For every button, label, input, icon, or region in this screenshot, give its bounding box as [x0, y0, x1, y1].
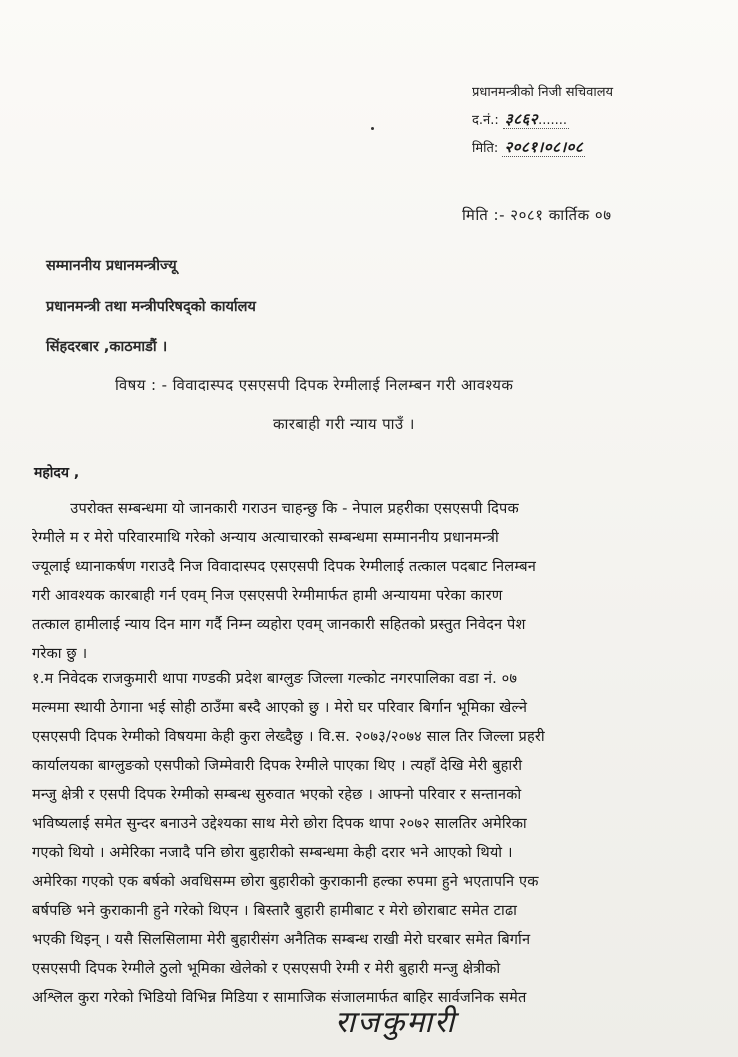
letter-date: मिति :- २०८१ कार्तिक ०७	[462, 206, 612, 224]
paragraph-line: तत्काल हामीलाई न्याय दिन माग गर्दै निम्न व्यहोरा एवम् जानकारी सहितको प्रस्तुत निवेदन पेश	[32, 616, 526, 633]
stamp-date-value: २०८१।०८।०८	[504, 138, 584, 156]
paragraph-line: मल्ममा स्थायी ठेगाना भई सोही ठाउँमा बस्दै आएको छु । मेरो घर परिवार बिर्गान भूमिका खेल्ने	[32, 699, 528, 716]
stamp-number-label: द.नं.:	[472, 113, 499, 128]
paragraph-line: गरेका छु ।	[32, 645, 88, 662]
subject-line-2: कारबाही गरी न्याय पाउँ ।	[273, 415, 415, 433]
recipient-line-3: सिंहदरबार ,काठमाडौं ।	[46, 339, 168, 355]
stamp-office-name: प्रधानमन्त्रीको निजी सचिवालय	[472, 85, 614, 100]
paragraph-line: भएकी थिइन् । यसै सिलसिलामा मेरी बुहारीसंग अनैतिक सम्बन्ध राखी मेरो घरबार समेत बिर्गान	[32, 931, 531, 948]
paragraph-line: उपरोक्त सम्बन्धमा यो जानकारी गराउन चाहन्छु कि - नेपाल प्रहरीका एसएसपी दिपक	[32, 500, 519, 517]
subject-line-1: विषय : - विवादास्पद एसएसपी दिपक रेग्मीलाई निलम्बन गरी आवश्यक	[115, 376, 514, 394]
stamp-number-value: ३८६२	[504, 110, 539, 128]
paragraph-line: मन्जु क्षेत्री र एसपी दिपक रेग्मीको सम्बन्ध सुरुवात भएको रहेछ । आफ्नो परिवार र सन्तानको	[32, 786, 522, 803]
paragraph-line: रेग्मीले म र मेरो परिवारमाथि गरेको अन्याय अत्याचारको सम्बन्धमा सम्माननीय प्रधानमन्त्री	[32, 529, 499, 546]
stamp-number-row: द.नं.: ३८६२.......	[472, 110, 568, 128]
stamp-date-row	[472, 134, 712, 162]
paragraph-line: एसएसपी दिपक रेग्मीको विषयमा केही कुरा लेख्दैछु । वि.स. २०७३/२०७४ साल तिर जिल्ला प्रहरी	[32, 728, 545, 745]
point-1-paragraph	[32, 664, 712, 1012]
paragraph-line: अमेरिका गएको एक बर्षको अवधिसम्म छोरा बुहारीको कुराकानी हल्का रुपमा हुने भएतापनि एक	[32, 873, 539, 890]
paragraph-line: गएको थियो । अमेरिका नजादै पनि छोरा बुहारीको सम्बन्धमा केही दरार भने आएको थियो ।	[32, 844, 513, 861]
stamp-date-label: मिति:	[472, 141, 499, 156]
office-receipt-stamp	[472, 80, 712, 162]
paragraph-line: गरी आवश्यक कारबाही गर्न एवम् निज एसएसपी रेग्मीमार्फत हामी अन्यायमा परेका कारण	[32, 587, 503, 604]
paragraph-line: अश्लिल कुरा गरेको भिडियो विभिन्न मिडिया र सामाजिक संजालमार्फत बाहिर सार्वजनिक समेत	[32, 989, 527, 1006]
ink-speck	[371, 127, 374, 130]
paragraph-line: बर्षपछि भने कुराकानी हुने गरेको थिएन । बिस्तारै बुहारी हामीबाट र मेरो छोराबाट समेत टाढा	[32, 902, 518, 919]
recipient-line-1: सम्माननीय प्रधानमन्त्रीज्यू	[46, 258, 177, 274]
salutation: महोदय ,	[34, 465, 80, 481]
handwritten-signature: राजकुमारी	[335, 1005, 457, 1040]
paragraph-line: १.म निवेदक राजकुमारी थापा गण्डकी प्रदेश बाग्लुङ जिल्ला गल्कोट नगरपालिका वडा नं. ०७	[32, 670, 518, 687]
paragraph-line: ज्यूलाई ध्यानाकर्षण गराउदै निज विवादास्पद एसएसपी दिपक रेग्मीलाई तत्काल पदबाट निलम्बन	[32, 558, 536, 575]
paragraph-line: एसएसपी दिपक रेग्मीले ठुलो भूमिका खेलेको र एसएसपी रेग्मी र मेरी बुहारी मन्जु क्षेत्रीको	[32, 960, 501, 977]
recipient-line-2: प्रधानमन्त्री तथा मन्त्रीपरिषद्को कार्यालय	[46, 299, 256, 315]
paragraph-line: कार्यालयका बाग्लुङको एसपीको जिम्मेवारी दिपक रेग्मीले पाएका थिए । त्यहाँ देखि मेरी बुहारी	[32, 757, 523, 774]
paragraph-line: भविष्यलाई समेत सुन्दर बनाउने उद्देश्यका साथ मेरो छोरा दिपक थापा २०७२ सालतिर अमेरिका	[32, 815, 527, 832]
intro-paragraph	[32, 494, 712, 668]
